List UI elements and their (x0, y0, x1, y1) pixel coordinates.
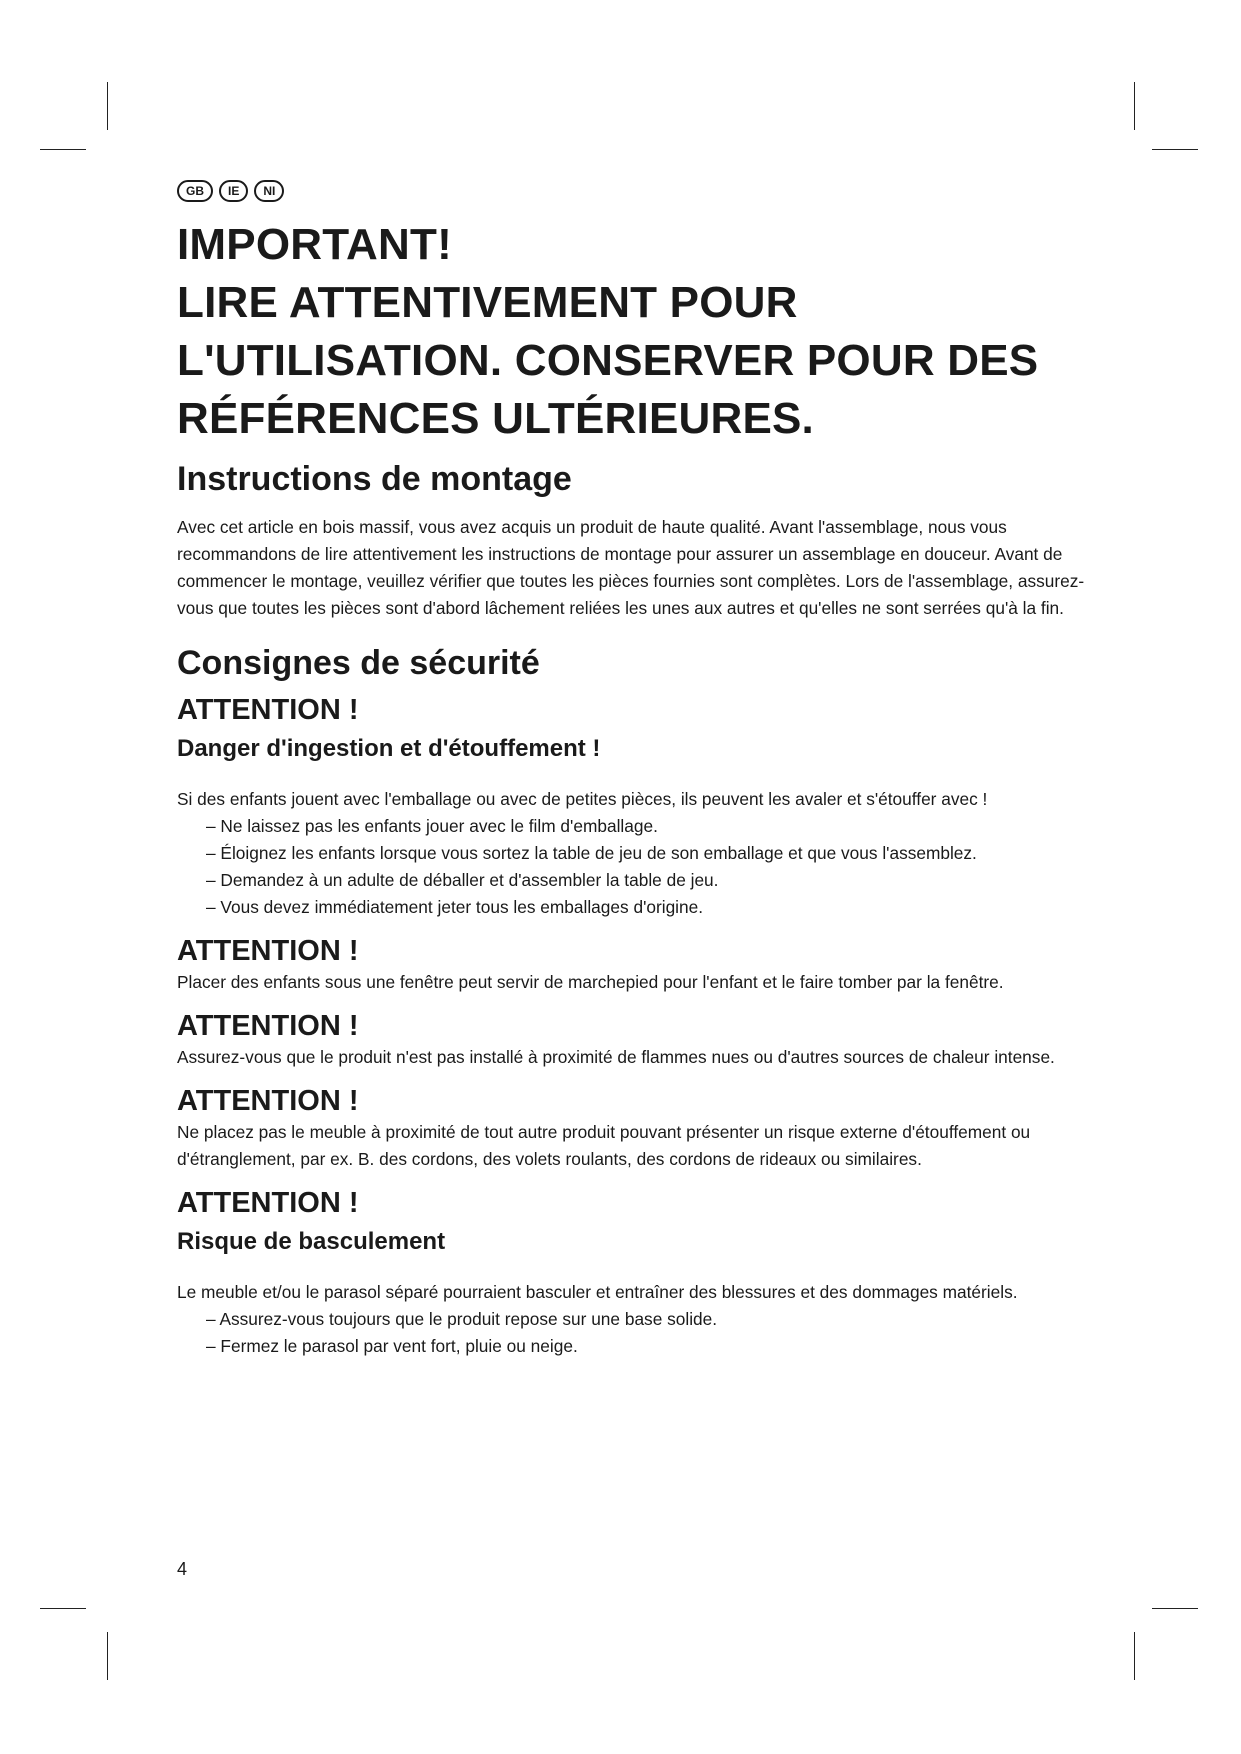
country-badge-gb: GB (177, 180, 213, 202)
crop-mark (107, 1632, 108, 1680)
crop-mark (1134, 1632, 1135, 1680)
country-badge-ie: IE (219, 180, 248, 202)
warning-text: Ne placez pas le meuble à proximité de tout autre produit pouvant présenter un risque externe d'étouffement ou d'étranglement, par ex. B. des cordons, des volets roulants, des cordons de rideaux ou similaires. (177, 1122, 1031, 1169)
warning-list (177, 813, 1097, 921)
title-line: IMPORTANT! (177, 220, 452, 269)
crop-mark (1152, 1608, 1198, 1609)
country-badge-ni: NI (254, 180, 284, 202)
country-badges (177, 180, 1097, 202)
list-item: – Demandez à un adulte de déballer et d'assembler la table de jeu. (206, 870, 719, 890)
page-number: 4 (177, 1559, 188, 1579)
warning-list (177, 1306, 1097, 1360)
page-content (177, 180, 1097, 1372)
list-item: – Vous devez immédiatement jeter tous les emballages d'origine. (206, 897, 704, 917)
assembly-text: Avec cet article en bois massif, vous avez acquis un produit de haute qualité. Avant l'assemblage, nous vous recommandons de lire attentivement les instructions de montage pour assurer un assemblage en douceur. Avant de commencer le montage, veuillez vérifier que toutes les pièces fournies sont complètes. Lors de l'assemblage, assurez-vous que toutes les pièces sont d'abord lâchement reliées les unes aux autres et qu'elles ne sont serrées qu'à la fin. (177, 517, 1085, 618)
warning-subheading: Danger d'ingestion et d'étouffement ! (177, 735, 601, 762)
warning-strangulation (177, 1083, 1097, 1173)
warning-text: Si des enfants jouent avec l'emballage ou avec de petites pièces, ils peuvent les avaler et s'étouffer avec ! (177, 789, 988, 809)
warning-text: Assurez-vous que le produit n'est pas installé à proximité de flammes nues ou d'autres sources de chaleur intense. (177, 1047, 1055, 1067)
list-item: – Éloignez les enfants lorsque vous sortez la table de jeu de son emballage et que vous l'assemblez. (206, 843, 977, 863)
warning-label: ATTENTION ! (177, 1187, 359, 1219)
safety-heading: Consignes de sécurité (177, 644, 540, 682)
warning-label: ATTENTION ! (177, 935, 359, 967)
warning-label: ATTENTION ! (177, 1085, 359, 1117)
warning-ingestion (177, 692, 1097, 921)
crop-mark (40, 1608, 86, 1609)
assembly-heading: Instructions de montage (177, 460, 572, 498)
list-item: – Fermez le parasol par vent fort, pluie ou neige. (206, 1336, 578, 1356)
warning-tipping (177, 1185, 1097, 1360)
warning-text: Placer des enfants sous une fenêtre peut servir de marchepied pour l'enfant et le faire tomber par la fenêtre. (177, 972, 1004, 992)
list-item: – Assurez-vous toujours que le produit repose sur une base solide. (206, 1309, 718, 1329)
warning-subheading: Risque de basculement (177, 1228, 446, 1255)
title-line: RÉFÉRENCES ULTÉRIEURES. (177, 394, 814, 443)
warning-fire (177, 1008, 1097, 1071)
warning-label: ATTENTION ! (177, 1010, 359, 1042)
title-line: L'UTILISATION. CONSERVER POUR DES (177, 336, 1039, 385)
title-line: LIRE ATTENTIVEMENT POUR (177, 278, 798, 327)
crop-mark (107, 82, 108, 130)
warning-label: ATTENTION ! (177, 694, 359, 726)
crop-mark (40, 149, 86, 150)
crop-mark (1152, 149, 1198, 150)
warning-text: Le meuble et/ou le parasol séparé pourraient basculer et entraîner des blessures et des dommages matériels. (177, 1282, 1018, 1302)
main-title (177, 216, 1097, 448)
list-item: – Ne laissez pas les enfants jouer avec le film d'emballage. (206, 816, 658, 836)
warning-window (177, 933, 1097, 996)
crop-mark (1134, 82, 1135, 130)
